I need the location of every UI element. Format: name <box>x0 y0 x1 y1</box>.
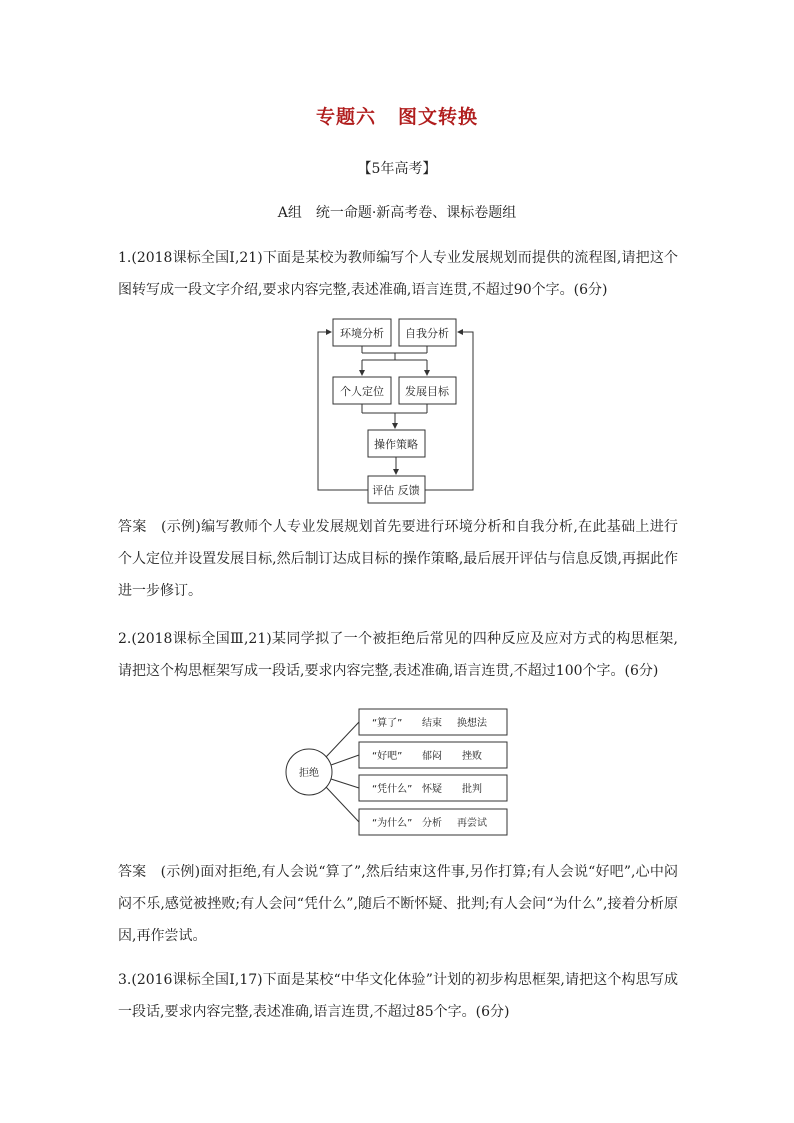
answer-1-text: (示例)编写教师个人专业发展规划首先要进行环境分析和自我分析,在此基础上进行个人定位并设置发展目标,然后制订达成目标的操作策略,最后展开评估与信息反馈,再据此作进一步修订。 <box>118 519 679 599</box>
answer-2-text: (示例)面对拒绝,有人会说“算了”,然后结束这件事,另作打算;有人会说“好吧”,心中闷闷不乐,感觉被挫败;有人会问“凭什么”,随后不断怀疑、批判;有人会问“为什么”,接着分析原因,再作尝试。 <box>118 864 679 944</box>
flow-label-eval: 评估 反馈 <box>372 484 420 497</box>
flowchart-diagram <box>300 310 490 505</box>
title-part1: 专题六 <box>315 106 376 128</box>
answer-1 <box>118 511 678 607</box>
flow-label-self: 自我分析 <box>405 327 449 340</box>
refusal-framework-diagram <box>284 702 514 842</box>
flow-label-env: 环境分析 <box>340 327 384 340</box>
flow-label-strategy: 操作策略 <box>374 438 418 451</box>
row-2-phrase: “好吧” <box>372 751 403 762</box>
row-1-result: 换想法 <box>457 718 487 729</box>
row-4-action: 分析 <box>422 818 442 829</box>
row-1-action: 结束 <box>422 718 442 729</box>
row-3-phrase: “凭什么” <box>372 784 413 795</box>
question-1-text: 1.(2018课标全国Ⅰ,21)下面是某校为教师编写个人专业发展规划而提供的流程图,请把这个图转写成一段文字介绍,要求内容完整,表述准确,语言连贯,不超过90个字。(6分) <box>118 250 678 298</box>
answer-2 <box>118 856 678 952</box>
center-label: 拒绝 <box>299 768 319 779</box>
answer-2-label: 答案 <box>118 864 147 880</box>
question-3-text: 3.(2016课标全国Ⅰ,17)下面是某校“中华文化体验”计划的初步构思框架,请把这个构思写成一段话,要求内容完整,表述准确,语言连贯,不超过85个字。(6分) <box>118 972 678 1020</box>
answer-1-label: 答案 <box>118 519 147 535</box>
group-heading: A组 统一命题·新高考卷、课标卷题组 <box>277 205 517 221</box>
row-4-result: 再尝试 <box>457 818 487 829</box>
section-tag: 【5年高考】 <box>357 161 437 177</box>
flow-label-goal: 发展目标 <box>405 385 449 398</box>
title-part2: 图文转换 <box>398 106 479 128</box>
row-2-result: 挫败 <box>462 751 482 762</box>
row-2-action: 郁闷 <box>422 751 442 762</box>
question-2-text: 2.(2018课标全国Ⅲ,21)某同学拟了一个被拒绝后常见的四种反应及应对方式的构思框架,请把这个构思框架写成一段话,要求内容完整,表述准确,语言连贯,不超过100个字。(6分) <box>118 631 678 679</box>
row-3-action: 怀疑 <box>422 784 442 795</box>
row-4-phrase: “为什么” <box>372 818 413 829</box>
row-1-phrase: “算了” <box>372 718 403 729</box>
flow-label-position: 个人定位 <box>340 385 384 398</box>
row-3-result: 批判 <box>462 784 482 795</box>
page-title <box>0 102 794 129</box>
